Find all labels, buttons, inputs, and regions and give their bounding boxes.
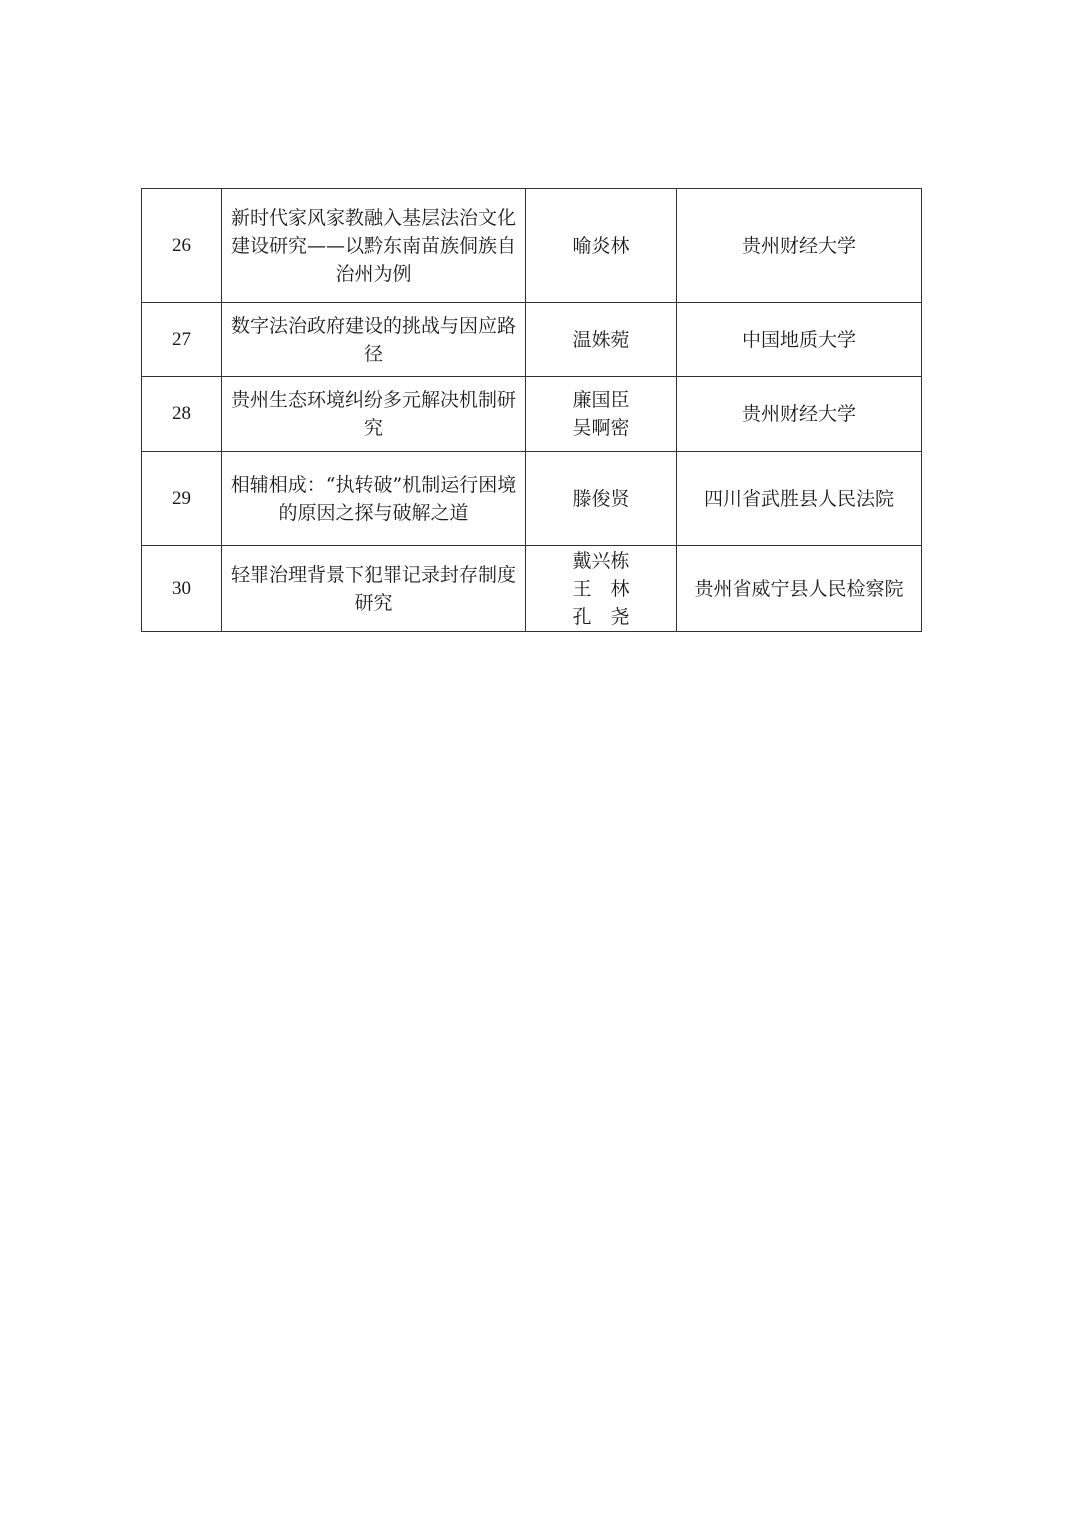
author-name: 王 林 (572, 577, 630, 600)
organization: 贵州财经大学 (677, 377, 922, 452)
row-number: 27 (142, 303, 222, 377)
author-name: 滕俊贤 (572, 487, 630, 510)
author-name: 吴啊密 (572, 417, 630, 439)
row-number: 28 (142, 377, 222, 452)
author-name: 戴兴栋 (572, 549, 630, 572)
author-cell (526, 189, 677, 303)
organization: 中国地质大学 (677, 303, 922, 377)
author-name: 廉国臣 (572, 389, 630, 411)
table-row (142, 452, 922, 546)
paper-title: 相辅相成：“执转破”机制运行困境的原因之探与破解之道 (222, 452, 526, 546)
organization: 贵州省威宁县人民检察院 (677, 546, 922, 632)
author-cell (526, 546, 677, 632)
author-cell (526, 452, 677, 546)
author-name: 喻炎林 (572, 234, 630, 257)
row-number: 30 (142, 546, 222, 632)
paper-title: 新时代家风家教融入基层法治文化建设研究——以黔东南苗族侗族自治州为例 (222, 189, 526, 303)
table-row (142, 377, 922, 452)
author-name: 温姝菀 (572, 328, 630, 351)
table-row (142, 189, 922, 303)
organization: 贵州财经大学 (677, 189, 922, 303)
table-row (142, 546, 922, 632)
table-row (142, 303, 922, 377)
paper-title: 轻罪治理背景下犯罪记录封存制度研究 (222, 546, 526, 632)
organization: 四川省武胜县人民法院 (677, 452, 922, 546)
row-number: 26 (142, 189, 222, 303)
author-name: 孔 尧 (572, 605, 630, 628)
award-list-table (141, 188, 922, 632)
author-cell (526, 377, 677, 452)
row-number: 29 (142, 452, 222, 546)
author-cell (526, 303, 677, 377)
paper-title: 数字法治政府建设的挑战与因应路径 (222, 303, 526, 377)
paper-title: 贵州生态环境纠纷多元解决机制研究 (222, 377, 526, 452)
